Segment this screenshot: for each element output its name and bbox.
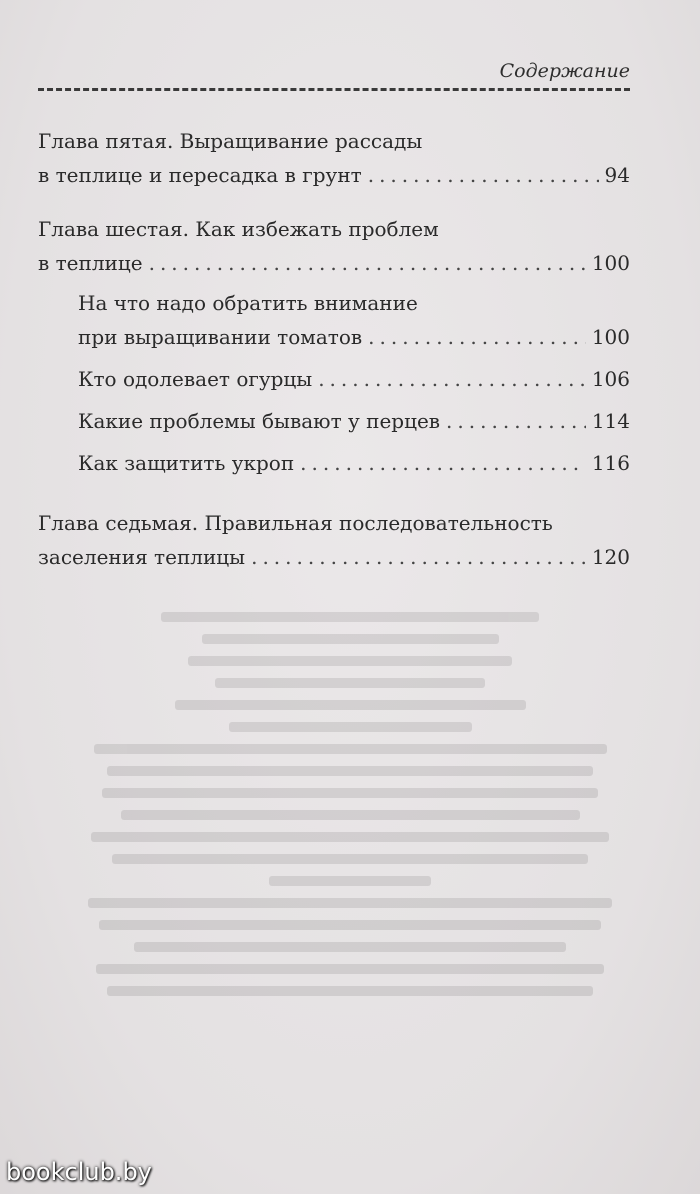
page-number: 94 [604, 163, 630, 187]
entry-title-cont: в теплице и пересадка в грунт [38, 163, 362, 187]
dot-leader [300, 446, 586, 480]
dot-leader [446, 404, 586, 438]
entry-title: Глава пятая. Выращивание рассады [38, 129, 423, 153]
dot-leader [318, 362, 586, 396]
page-number: 106 [591, 367, 630, 391]
entry-title: Как защитить укроп [78, 451, 295, 475]
toc-entry-peppers [38, 404, 630, 438]
running-head: Содержание [499, 60, 630, 82]
dot-leader [368, 320, 586, 354]
toc-entry-tomatoes [38, 286, 630, 354]
entry-title: Кто одолевает огурцы [78, 367, 313, 391]
entry-title-cont: заселения теплицы [38, 545, 246, 569]
dot-leader [149, 246, 586, 280]
page-number: 100 [591, 251, 630, 275]
dot-leader [368, 158, 599, 192]
page-number: 114 [591, 409, 630, 433]
entry-title: Глава шестая. Как избежать проблем [38, 217, 439, 241]
page-number: 116 [591, 451, 630, 475]
entry-title: Глава седьмая. Правильная последовательность [38, 511, 553, 535]
table-of-contents [38, 124, 630, 594]
entry-title: На что надо обратить внимание [78, 291, 418, 315]
toc-entry-dill [38, 446, 630, 480]
page-number: 100 [591, 325, 630, 349]
entry-title-cont: в теплице [38, 251, 143, 275]
entry-title: Какие проблемы бывают у перцев [78, 409, 441, 433]
watermark: bookclub.by [6, 1158, 152, 1186]
toc-entry-chapter-7 [38, 506, 630, 574]
show-through-text [80, 600, 620, 1008]
toc-entry-cucumbers [38, 362, 630, 396]
entry-title-cont: при выращивании томатов [78, 325, 363, 349]
toc-entry-chapter-5 [38, 124, 630, 192]
dot-leader [251, 540, 586, 574]
page-number: 120 [591, 545, 630, 569]
header-rule [38, 88, 630, 91]
toc-entry-chapter-6 [38, 212, 630, 280]
